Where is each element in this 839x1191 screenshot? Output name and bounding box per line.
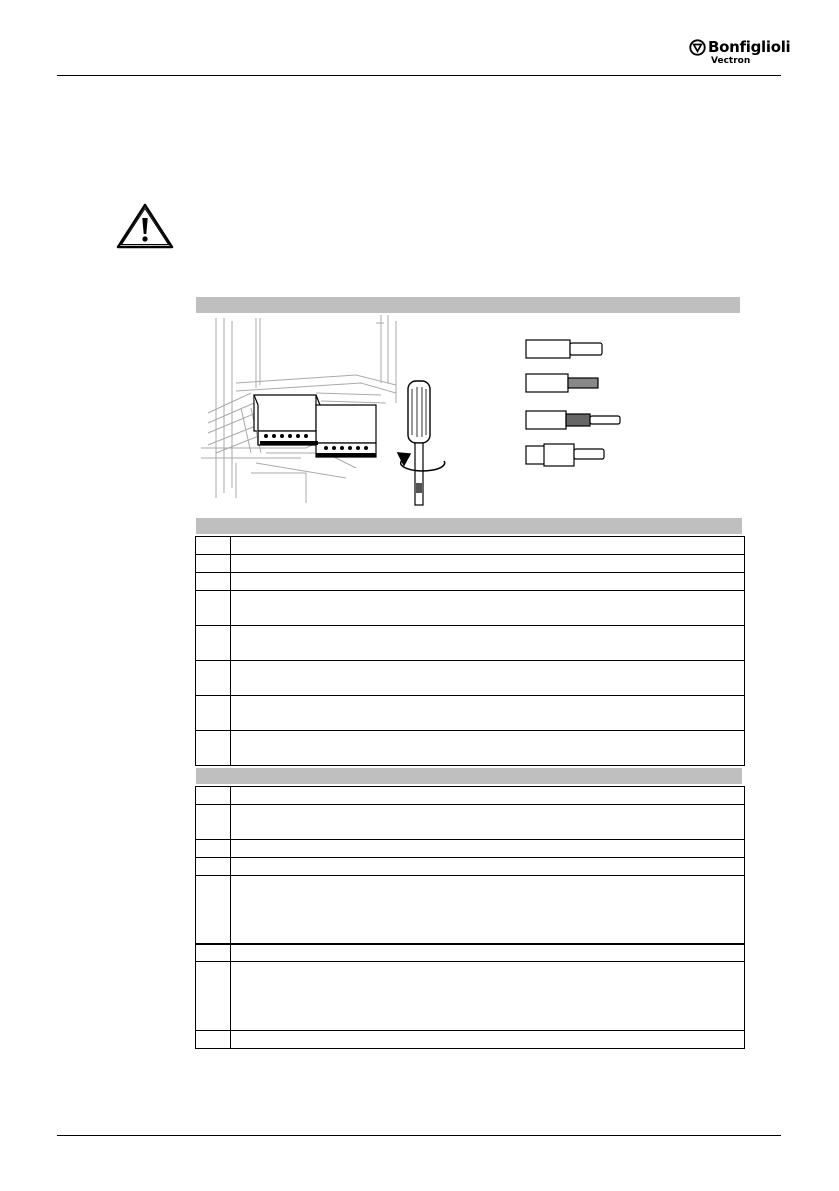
- section-heading-bar-illustration: [196, 297, 740, 313]
- specification-table-2: [195, 786, 745, 1049]
- table-row: [196, 1031, 745, 1049]
- table-row: [196, 661, 745, 696]
- brand-logo: [689, 38, 791, 70]
- footer-rule: [57, 1135, 781, 1136]
- table-row: [196, 555, 745, 573]
- table-row: [196, 787, 745, 805]
- table-row: [196, 591, 745, 626]
- table-row: [196, 626, 745, 661]
- terminal-block-diagram: [196, 313, 744, 513]
- screwdriver-icon: [408, 381, 430, 505]
- table-row: [196, 537, 745, 555]
- table-row: [196, 731, 745, 766]
- table-row: [196, 840, 745, 858]
- logo-brand-text: Bonfiglioli: [708, 38, 791, 56]
- section-heading-bar-table-2: [196, 768, 742, 784]
- bonfiglioli-logo-icon: [689, 39, 706, 56]
- specification-table-1: [195, 536, 745, 766]
- table-row: [196, 696, 745, 731]
- table-row: [196, 962, 745, 1031]
- wire-end-icons: [526, 340, 620, 466]
- warning-triangle-icon: [116, 203, 174, 249]
- logo-sub-brand-text: Vectron: [711, 56, 751, 66]
- table-row: [196, 876, 745, 944]
- header-rule: [57, 75, 781, 76]
- table-row: [196, 858, 745, 876]
- table-row: [196, 805, 745, 840]
- section-heading-bar-table-1: [196, 518, 742, 534]
- table-row: [196, 944, 745, 962]
- table-row: [196, 573, 745, 591]
